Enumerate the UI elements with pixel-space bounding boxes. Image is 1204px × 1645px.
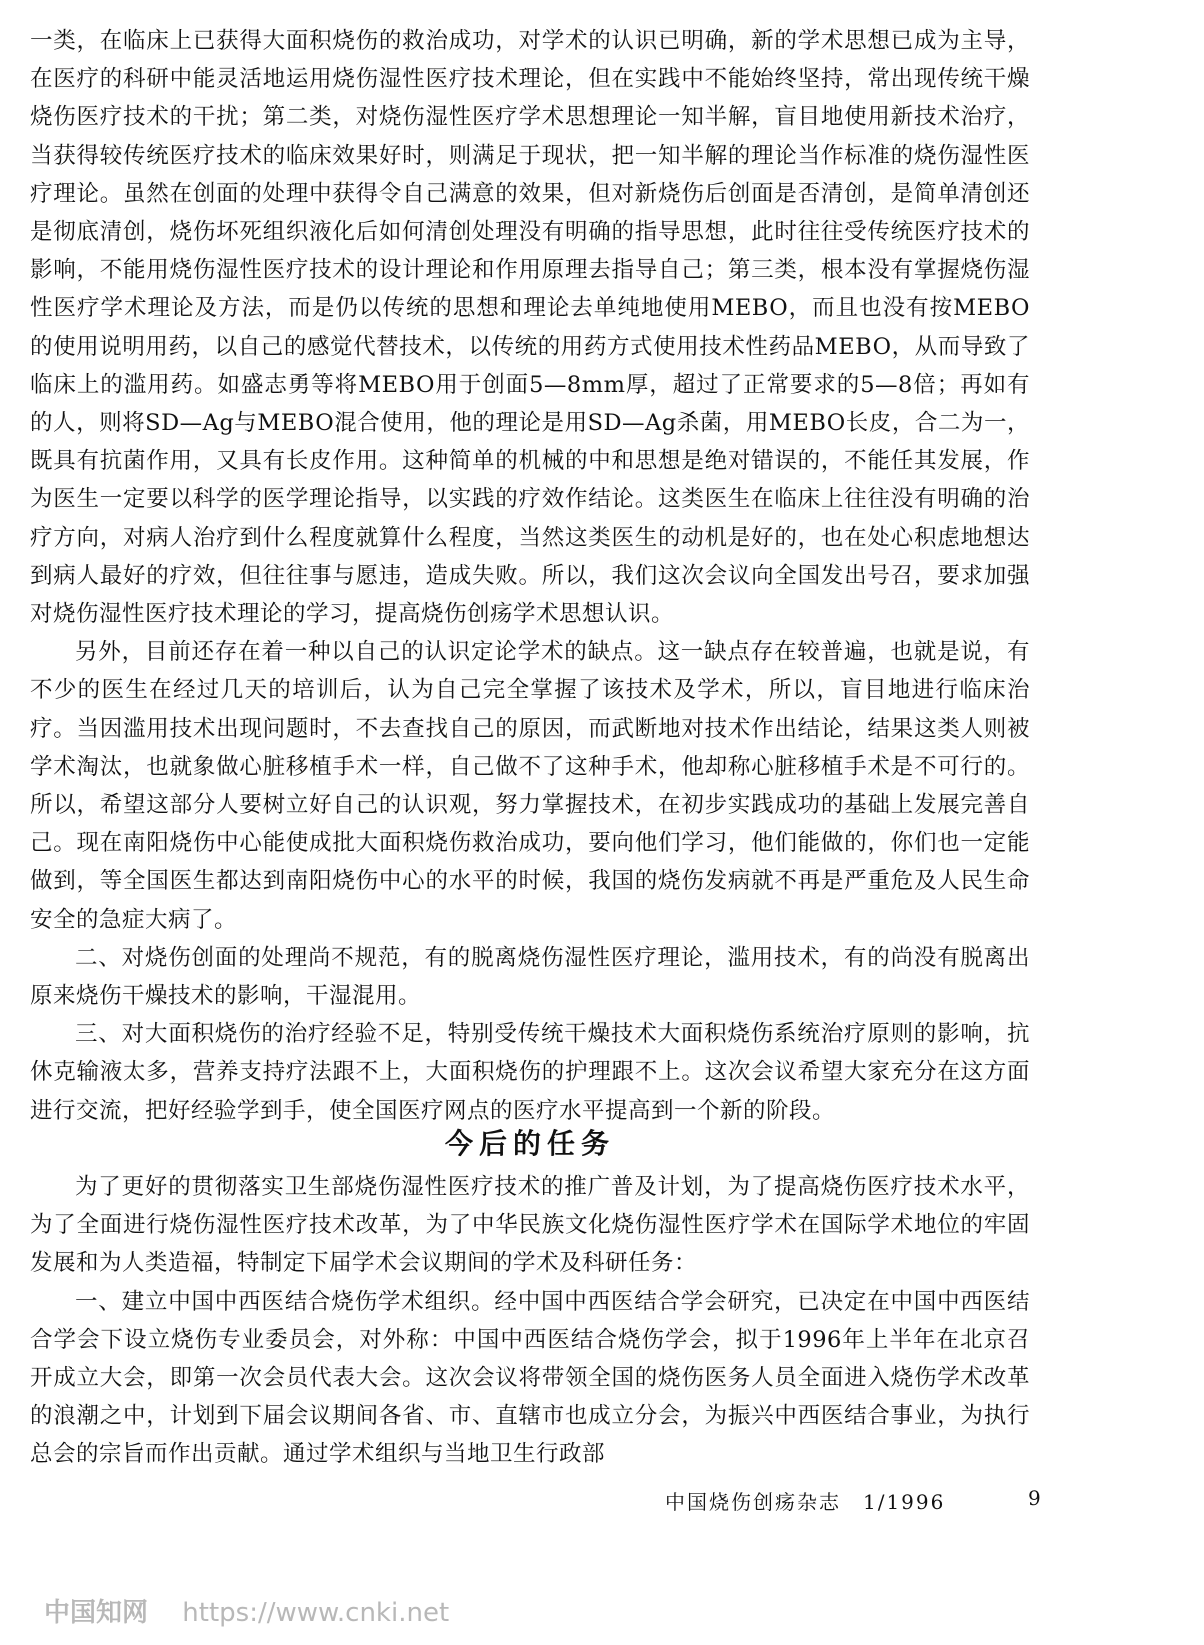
paragraph: 三、对大面积烧伤的治疗经验不足，特别受传统干燥技术大面积烧伤系统治疗原则的影响，抗休克输液太多，营养支持疗法跟不上，大面积烧伤的护理跟不上。这次会议希望大家充分在这方面进行交流，把好经验学到手，使全国医疗网点的医疗水平提高到一个新的阶段。 xyxy=(30,1021,1030,1124)
footer-journal: 中国烧伤创疡杂志 1/1996 xyxy=(665,1490,946,1514)
paragraph: 一类，在临床上已获得大面积烧伤的救治成功，对学术的认识已明确，新的学术思想已成为主导，在医疗的科研中能灵活地运用烧伤湿性医疗技术理论，但在实践中不能始终坚持，常出现传统干燥烧伤医疗技术的干扰；第二类，对烧伤湿性医疗学术思想理论一知半解，盲目地使用新技术治疗，当获得较传统医疗技术的临床效果好时，则满足于现状，把一知半解的理论当作标准的烧伤湿性医疗理论。虽然在创面的处理中获得令自己满意的效果，但对新烧伤后创面是否清创，是简单清创还是彻底清创，烧伤坏死组织液化后如何清创处理没有明确的指导思想，此时往往受传统医疗技术的影响，不能用烧伤湿性医疗技术的设计理论和作用原理去指导自己；第三类，根本没有掌握烧伤湿性医疗学术理论及方法，而是仍以传统的思想和理论去单纯地使用MEBO，而且也没有按MEBO的使用说明用药，以自己的感觉代替技术，以传统的用药方式使用技术性药品MEBO，从而导致了临床上的滥用药。如盛志勇等将MEBO用于创面5—8mm厚，超过了正常要求的5—8倍；再如有的人，则将SD—Ag与MEBO混合使用，他的理论是用SD—Ag杀菌，用MEBO长皮，合二为一，既具有抗菌作用，又具有长皮作用。这种简单的机械的中和思想是绝对错误的，不能任其发展，作为医生一定要以科学的医学理论指导，以实践的疗效作结论。这类医生在临床上往往没有明确的治疗方向，对病人治疗到什么程度就算什么程度，当然这类医生的动机是好的，也在处心积虑地想达到病人最好的疗效，但往往事与愿违，造成失败。所以，我们这次会议向全国发出号召，要求加强对烧伤湿性医疗技术理论的学习，提高烧伤创疡学术思想认识。 xyxy=(30,28,1030,628)
watermark-url: https://www.cnki.net xyxy=(182,1598,450,1628)
watermark-logo: 中国知网 xyxy=(44,1598,149,1628)
section-title: 今后的任务 xyxy=(444,1127,615,1160)
paragraph: 二、对烧伤创面的处理尚不规范，有的脱离烧伤湿性医疗理论，滥用技术，有的尚没有脱离出原来烧伤干燥技术的影响，干湿混用。 xyxy=(30,944,1030,1010)
body-text-top xyxy=(30,22,1030,1130)
body-text-bottom xyxy=(30,1168,1030,1474)
paragraph: 另外，目前还存在着一种以自己的认识定论学术的缺点。这一缺点存在较普遍，也就是说，有不少的医生在经过几天的培训后，认为自己完全掌握了该技术及学术，所以，盲目地进行临床治疗。当因滥用技术出现问题时，不去查找自己的原因，而武断地对技术作出结论，结果这类人则被学术淘汰，也就象做心脏移植手术一样，自己做不了这种手术，他却称心脏移植手术是不可行的。所以，希望这部分人要树立好自己的认识观，努力掌握技术，在初步实践成功的基础上发展完善自己。现在南阳烧伤中心能使成批大面积烧伤救治成功，要向他们学习，他们能做的，你们也一定能做到，等全国医生都达到南阳烧伤中心的水平的时候，我国的烧伤发病就不再是严重危及人民生命安全的急症大病了。 xyxy=(30,639,1030,933)
page-number: 9 xyxy=(1028,1486,1041,1510)
paragraph: 一、建立中国中西医结合烧伤学术组织。经中国中西医结合学会研究，已决定在中国中西医结合学会下设立烧伤专业委员会，对外称：中国中西医结合烧伤学会，拟于1996年上半年在北京召开成立大会，即第一次会员代表大会。这次会议将带领全国的烧伤医务人员全面进入烧伤学术改革的浪潮之中，计划到下届会议期间各省、市、直辖市也成立分会，为振兴中西医结合事业，为执行总会的宗旨而作出贡献。通过学术组织与当地卫生行政部 xyxy=(30,1288,1030,1468)
paragraph: 为了更好的贯彻落实卫生部烧伤湿性医疗技术的推广普及计划，为了提高烧伤医疗技术水平，为了全面进行烧伤湿性医疗技术改革，为了中华民族文化烧伤湿性医疗学术在国际学术地位的牢固发展和为人类造福，特制定下届学术会议期间的学术及科研任务： xyxy=(30,1174,1030,1277)
watermark xyxy=(44,1592,449,1629)
